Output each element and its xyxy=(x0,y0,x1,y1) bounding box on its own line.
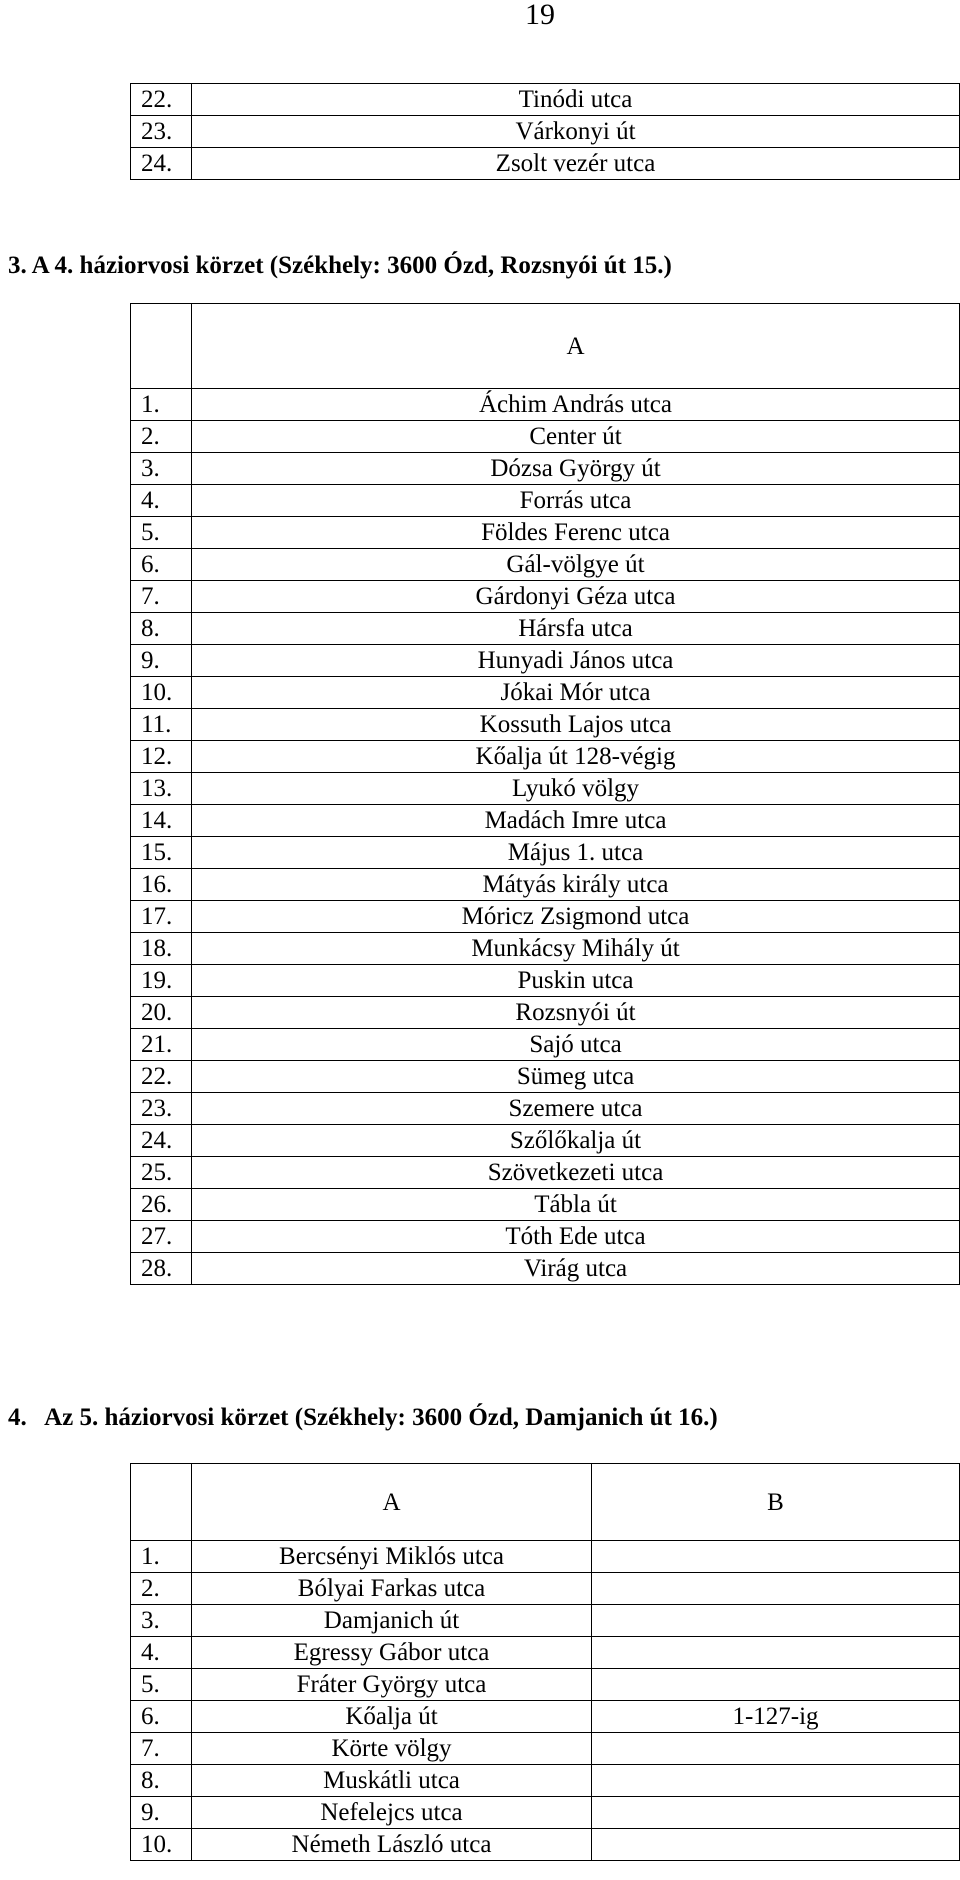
table-row xyxy=(131,517,960,549)
house-number-range xyxy=(592,1829,960,1861)
street-name: Jókai Mór utca xyxy=(192,677,960,709)
table-row xyxy=(131,1093,960,1125)
row-number: 8. xyxy=(131,613,192,645)
column-a-header: A xyxy=(192,304,960,389)
row-number: 6. xyxy=(131,1701,192,1733)
row-number: 24. xyxy=(131,1125,192,1157)
street-name: Nefelejcs utca xyxy=(192,1797,592,1829)
house-number-range xyxy=(592,1573,960,1605)
row-number: 12. xyxy=(131,741,192,773)
row-number: 3. xyxy=(131,1605,192,1637)
row-number: 23. xyxy=(131,1093,192,1125)
row-number: 10. xyxy=(131,1829,192,1861)
table-row xyxy=(131,837,960,869)
row-number: 16. xyxy=(131,869,192,901)
street-name: Dózsa György út xyxy=(192,453,960,485)
house-number-range xyxy=(592,1605,960,1637)
table-row xyxy=(131,116,960,148)
row-number: 19. xyxy=(131,965,192,997)
table-row xyxy=(131,453,960,485)
row-number: 25. xyxy=(131,1157,192,1189)
row-number: 3. xyxy=(131,453,192,485)
table-row xyxy=(131,933,960,965)
row-number: 5. xyxy=(131,517,192,549)
house-number-range xyxy=(592,1669,960,1701)
table-header-row xyxy=(131,1464,960,1541)
page-number: 19 xyxy=(525,0,555,31)
row-number: 7. xyxy=(131,581,192,613)
row-number: 2. xyxy=(131,421,192,453)
row-number: 10. xyxy=(131,677,192,709)
street-name: Szemere utca xyxy=(192,1093,960,1125)
table-row xyxy=(131,805,960,837)
table-row xyxy=(131,709,960,741)
row-number: 13. xyxy=(131,773,192,805)
street-name: Tábla út xyxy=(192,1189,960,1221)
house-number-range xyxy=(592,1733,960,1765)
street-name: Kőalja út 128-végig xyxy=(192,741,960,773)
street-name: Várkonyi út xyxy=(192,116,960,148)
street-name: Bercsényi Miklós utca xyxy=(192,1541,592,1573)
header-empty-cell xyxy=(131,304,192,389)
table-row xyxy=(131,1253,960,1285)
row-number: 21. xyxy=(131,1029,192,1061)
street-name: Sümeg utca xyxy=(192,1061,960,1093)
row-number: 22. xyxy=(131,84,192,116)
table-row xyxy=(131,677,960,709)
row-number: 17. xyxy=(131,901,192,933)
row-number: 7. xyxy=(131,1733,192,1765)
street-name: Damjanich út xyxy=(192,1605,592,1637)
row-number: 15. xyxy=(131,837,192,869)
table-row xyxy=(131,148,960,180)
street-name: Szőlőkalja út xyxy=(192,1125,960,1157)
row-number: 6. xyxy=(131,549,192,581)
row-number: 27. xyxy=(131,1221,192,1253)
street-name: Hunyadi János utca xyxy=(192,645,960,677)
street-name: Puskin utca xyxy=(192,965,960,997)
district-4-street-table xyxy=(130,303,960,1285)
table-row xyxy=(131,965,960,997)
street-name: Madách Imre utca xyxy=(192,805,960,837)
street-name: Kossuth Lajos utca xyxy=(192,709,960,741)
house-number-range xyxy=(592,1765,960,1797)
street-name: Áchim András utca xyxy=(192,389,960,421)
street-name: Bólyai Farkas utca xyxy=(192,1573,592,1605)
row-number: 24. xyxy=(131,148,192,180)
row-number: 5. xyxy=(131,1669,192,1701)
street-name: Sajó utca xyxy=(192,1029,960,1061)
column-b-header: B xyxy=(592,1464,960,1541)
street-name: Mátyás király utca xyxy=(192,869,960,901)
row-number: 20. xyxy=(131,997,192,1029)
row-number: 22. xyxy=(131,1061,192,1093)
table-row xyxy=(131,741,960,773)
table-row xyxy=(131,421,960,453)
table-row xyxy=(131,1701,960,1733)
row-number: 28. xyxy=(131,1253,192,1285)
row-number: 18. xyxy=(131,933,192,965)
street-name: Center út xyxy=(192,421,960,453)
table-row xyxy=(131,1541,960,1573)
street-name: Virág utca xyxy=(192,1253,960,1285)
row-number: 9. xyxy=(131,645,192,677)
house-number-range xyxy=(592,1541,960,1573)
district-5-street-table xyxy=(130,1463,960,1861)
table-row xyxy=(131,901,960,933)
street-name: Rozsnyói út xyxy=(192,997,960,1029)
street-name: Egressy Gábor utca xyxy=(192,1637,592,1669)
table-row xyxy=(131,1221,960,1253)
street-name: Móricz Zsigmond utca xyxy=(192,901,960,933)
row-number: 26. xyxy=(131,1189,192,1221)
street-name: Fráter György utca xyxy=(192,1669,592,1701)
row-number: 23. xyxy=(131,116,192,148)
street-name: Tinódi utca xyxy=(192,84,960,116)
table-row xyxy=(131,1573,960,1605)
street-name: Kőalja út xyxy=(192,1701,592,1733)
street-name: Gál-völgye út xyxy=(192,549,960,581)
street-name: Gárdonyi Géza utca xyxy=(192,581,960,613)
street-name: Muskátli utca xyxy=(192,1765,592,1797)
section-4-heading: 4. Az 5. háziorvosi körzet (Székhely: 3600 Ózd, Damjanich út 16.) xyxy=(8,1404,718,1431)
table-row xyxy=(131,1061,960,1093)
table-row xyxy=(131,1189,960,1221)
row-number: 4. xyxy=(131,485,192,517)
table-header-row xyxy=(131,304,960,389)
house-number-range xyxy=(592,1637,960,1669)
street-name: Forrás utca xyxy=(192,485,960,517)
street-name: Körte völgy xyxy=(192,1733,592,1765)
table-row xyxy=(131,1733,960,1765)
table-row xyxy=(131,1157,960,1189)
row-number: 2. xyxy=(131,1573,192,1605)
table-row xyxy=(131,549,960,581)
house-number-range: 1-127-ig xyxy=(592,1701,960,1733)
street-name: Május 1. utca xyxy=(192,837,960,869)
table-row xyxy=(131,1797,960,1829)
row-number: 9. xyxy=(131,1797,192,1829)
table-row xyxy=(131,84,960,116)
street-name: Munkácsy Mihály út xyxy=(192,933,960,965)
table-row xyxy=(131,485,960,517)
table-row xyxy=(131,581,960,613)
street-table-continued xyxy=(130,83,960,180)
house-number-range xyxy=(592,1797,960,1829)
street-name: Lyukó völgy xyxy=(192,773,960,805)
street-name: Szövetkezeti utca xyxy=(192,1157,960,1189)
table-row xyxy=(131,1029,960,1061)
street-name: Földes Ferenc utca xyxy=(192,517,960,549)
table-row xyxy=(131,1669,960,1701)
street-name: Tóth Ede utca xyxy=(192,1221,960,1253)
row-number: 1. xyxy=(131,389,192,421)
row-number: 4. xyxy=(131,1637,192,1669)
table-row xyxy=(131,1829,960,1861)
table-row xyxy=(131,1125,960,1157)
table-row xyxy=(131,613,960,645)
street-name: Hársfa utca xyxy=(192,613,960,645)
table-row xyxy=(131,1605,960,1637)
row-number: 8. xyxy=(131,1765,192,1797)
table-row xyxy=(131,773,960,805)
street-name: Németh László utca xyxy=(192,1829,592,1861)
table-row xyxy=(131,1637,960,1669)
street-name: Zsolt vezér utca xyxy=(192,148,960,180)
table-row xyxy=(131,645,960,677)
row-number: 14. xyxy=(131,805,192,837)
table-row xyxy=(131,997,960,1029)
header-empty-cell xyxy=(131,1464,192,1541)
row-number: 1. xyxy=(131,1541,192,1573)
section-3-heading: 3. A 4. háziorvosi körzet (Székhely: 3600 Ózd, Rozsnyói út 15.) xyxy=(8,252,672,279)
table-row xyxy=(131,389,960,421)
table-row xyxy=(131,869,960,901)
table-row xyxy=(131,1765,960,1797)
row-number: 11. xyxy=(131,709,192,741)
column-a-header: A xyxy=(192,1464,592,1541)
